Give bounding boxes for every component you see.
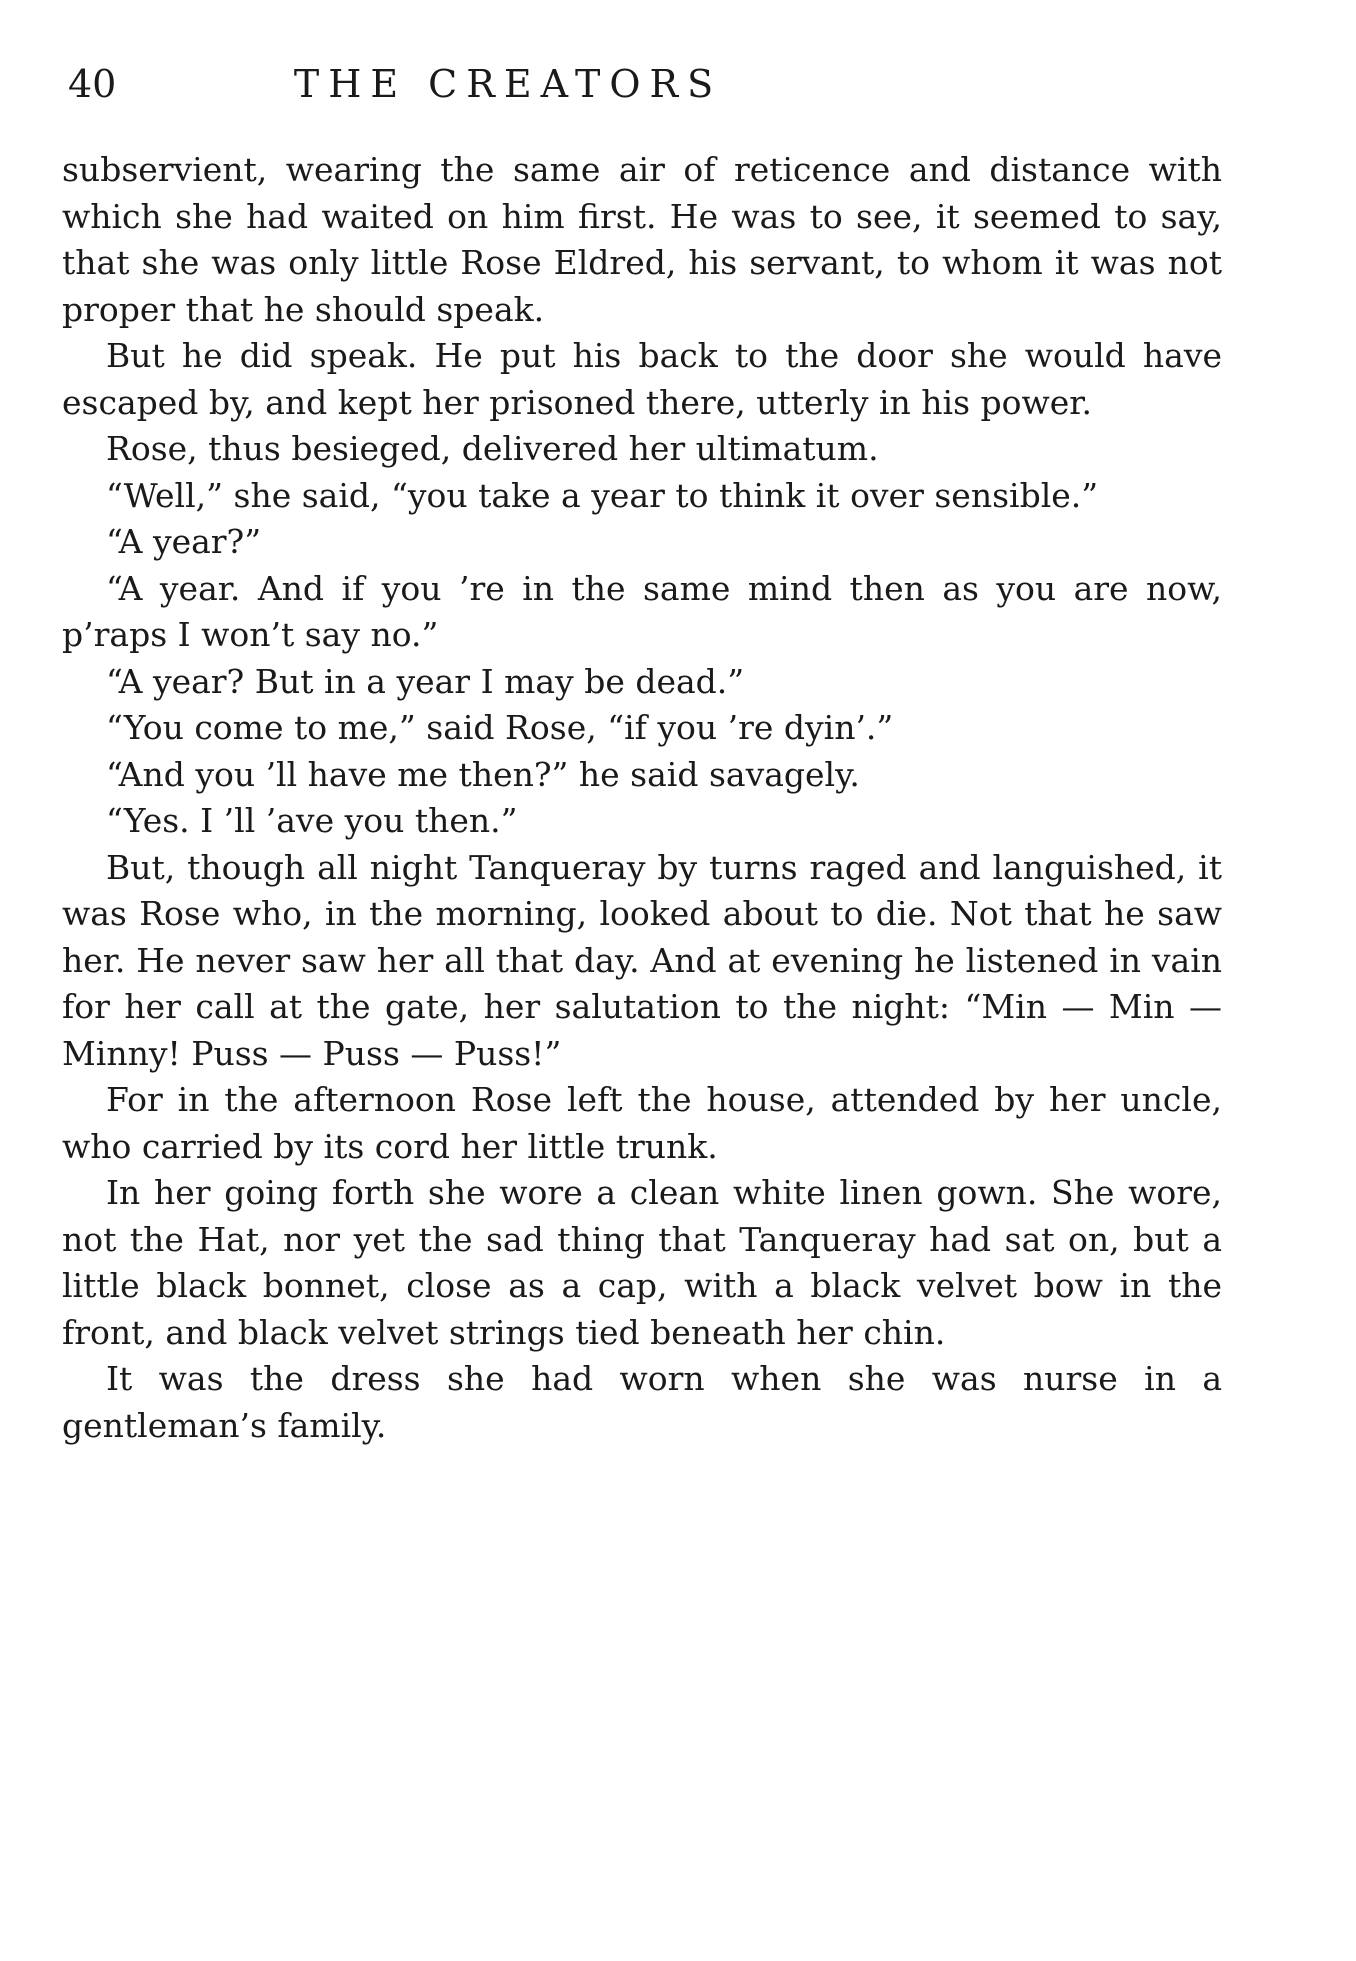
paragraph-12: For in the afternoon Rose left the house, attended by her uncle, who carried by its cord her little trunk. (62, 1080, 1222, 1166)
paragraph-5: “A year?” (106, 522, 262, 561)
paragraph-2: But he did speak. He put his back to the door she would have escaped by, and kept her prisoned there, utterly in his power. (62, 336, 1222, 422)
body-text (62, 147, 1222, 1449)
page-header (68, 62, 1228, 112)
paragraph-10: “Yes. I ’ll ’ave you then.” (106, 801, 518, 840)
paragraph-11: But, though all night Tanqueray by turns raged and languished, it was Rose who, in the morning, looked about to die. Not that he saw her. He never saw her all that day. And at evening he listened in vain for her call at the gate, her salutation to the night: “Min — Min — Minny! Puss — Puss — Puss!” (62, 847, 1222, 1073)
paragraph-4: “Well,” she said, “you take a year to think it over sensible.” (106, 475, 1099, 515)
page-number: 40 (68, 62, 117, 106)
paragraph-7: “A year? But in a year I may be dead.” (106, 661, 745, 701)
paragraph-1: subservient, wearing the same air of reticence and distance with which she had waited on him first. He was to see, it seemed to say, that she was only little Rose Eldred, his servant, to whom it was not proper that he should speak. (62, 150, 1222, 329)
paragraph-8: “You come to me,” said Rose, “if you ’re dyin’.” (106, 708, 894, 747)
running-title: THE CREATORS (293, 62, 723, 106)
paragraph-6: “A year. And if you ’re in the same mind then as you are now, p’raps I won’t say no.” (62, 568, 1222, 654)
paragraph-13: In her going forth she wore a clean white linen gown. She wore, not the Hat, nor yet the sad thing that Tanqueray had sat on, but a little black bonnet, close as a cap, with a black velvet bow in the front, and black velvet strings tied beneath her chin. (62, 1173, 1222, 1352)
paragraph-9: “And you ’ll have me then?” he said savagely. (106, 754, 860, 794)
paragraph-3: Rose, thus besieged, delivered her ultimatum. (106, 429, 879, 468)
paragraph-14: It was the dress she had worn when she was nurse in a gentleman’s family. (62, 1359, 1222, 1445)
